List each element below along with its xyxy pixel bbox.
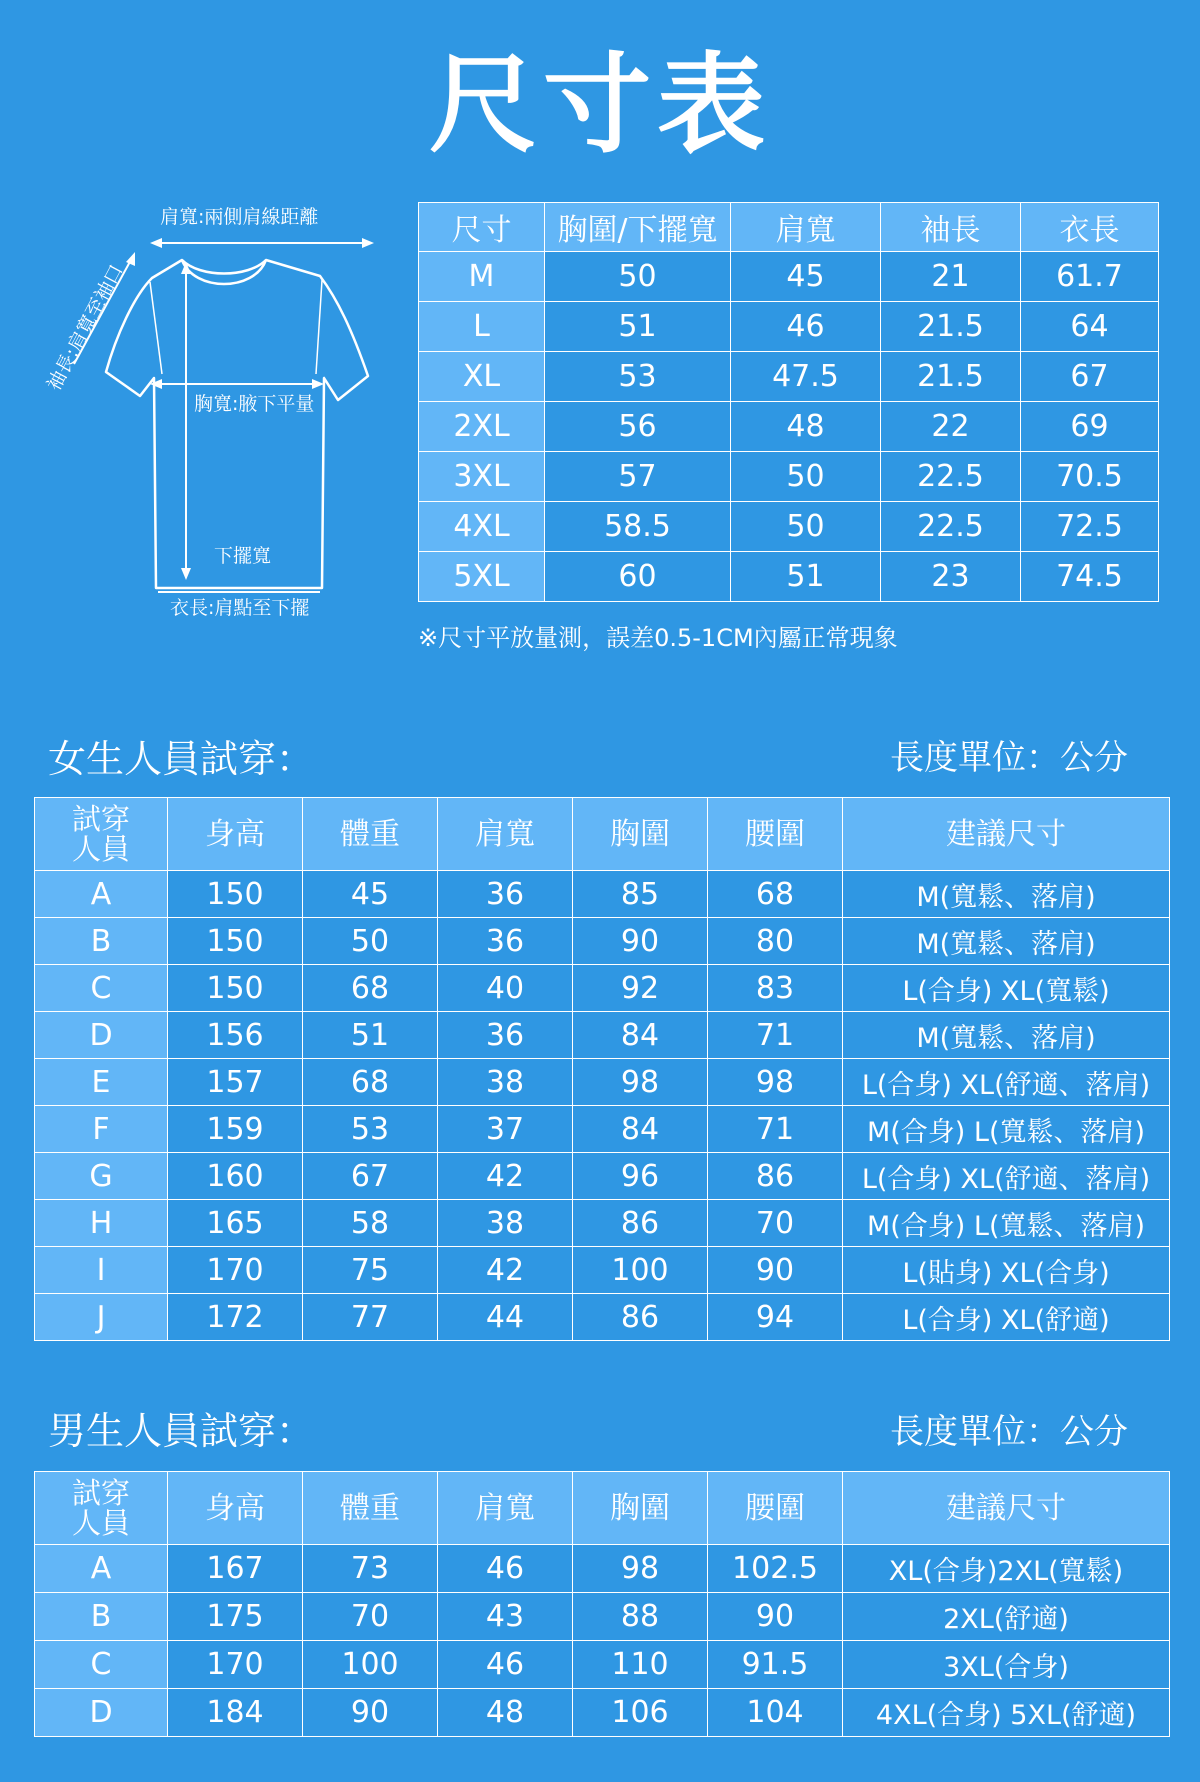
table-row [419,302,1159,352]
value-cell: 88 [573,1593,708,1641]
value-cell: 46 [438,1641,573,1689]
value-cell: 157 [168,1059,303,1106]
size-cell: 3XL [419,452,545,502]
hem-label: 下擺寬 [214,545,272,567]
tshirt-diagram [30,196,420,626]
size-table-header-row [419,203,1159,252]
men-header-row [35,1472,1170,1545]
value-cell: 68 [303,1059,438,1106]
value-cell: 74.5 [1021,552,1159,602]
size-cell: XL [419,352,545,402]
value-cell: 104 [708,1689,843,1737]
table-row [35,965,1170,1012]
value-cell: 45 [731,252,881,302]
suggested-size-cell: L(合身) XL(寬鬆) [843,965,1170,1012]
value-cell: 71 [708,1106,843,1153]
value-cell: 51 [303,1012,438,1059]
value-cell: 37 [438,1106,573,1153]
value-cell: 38 [438,1059,573,1106]
value-cell: 44 [438,1294,573,1341]
tester-cell: I [35,1247,168,1294]
header-waist: 腰圍 [708,1472,843,1545]
value-cell: 61.7 [1021,252,1159,302]
value-cell: 70 [708,1200,843,1247]
value-cell: 159 [168,1106,303,1153]
chest-label: 胸寬:腋下平量 [194,393,315,415]
value-cell: 84 [573,1012,708,1059]
header-tester: 試穿人員 [35,1472,168,1545]
table-row [35,1012,1170,1059]
header-chest-hem: 胸圍/下擺寬 [545,203,731,252]
tester-cell: C [35,965,168,1012]
table-row [419,552,1159,602]
tester-cell: C [35,1641,168,1689]
value-cell: 21.5 [881,302,1021,352]
value-cell: 53 [545,352,731,402]
value-cell: 102.5 [708,1545,843,1593]
tester-cell: B [35,1593,168,1641]
table-row [35,1294,1170,1341]
size-cell: 4XL [419,502,545,552]
value-cell: 84 [573,1106,708,1153]
value-cell: 22 [881,402,1021,452]
tester-cell: F [35,1106,168,1153]
suggested-size-cell: M(合身) L(寬鬆、落肩) [843,1106,1170,1153]
value-cell: 43 [438,1593,573,1641]
women-unit-label: 長度單位：公分 [890,738,1128,778]
value-cell: 21.5 [881,352,1021,402]
table-row [419,352,1159,402]
value-cell: 48 [731,402,881,452]
table-row [35,1153,1170,1200]
value-cell: 90 [708,1593,843,1641]
value-cell: 100 [573,1247,708,1294]
value-cell: 175 [168,1593,303,1641]
suggested-size-cell: M(合身) L(寬鬆、落肩) [843,1200,1170,1247]
value-cell: 86 [573,1294,708,1341]
tester-cell: G [35,1153,168,1200]
table-row [419,402,1159,452]
header-size: 尺寸 [419,203,545,252]
sleeve-label: 袖長:肩寬至袖口 [42,260,128,395]
value-cell: 86 [708,1153,843,1200]
value-cell: 67 [1021,352,1159,402]
header-length: 衣長 [1021,203,1159,252]
value-cell: 73 [303,1545,438,1593]
suggested-size-cell: XL(合身)2XL(寬鬆) [843,1545,1170,1593]
value-cell: 170 [168,1641,303,1689]
value-cell: 42 [438,1247,573,1294]
table-row [35,1200,1170,1247]
value-cell: 50 [303,918,438,965]
tester-cell: A [35,1545,168,1593]
value-cell: 71 [708,1012,843,1059]
length-label: 衣長:肩點至下擺 [170,597,310,619]
value-cell: 68 [708,871,843,918]
value-cell: 64 [1021,302,1159,352]
suggested-size-cell: 3XL(合身) [843,1641,1170,1689]
tester-cell: E [35,1059,168,1106]
value-cell: 56 [545,402,731,452]
header-height: 身高 [168,798,303,871]
value-cell: 160 [168,1153,303,1200]
value-cell: 51 [731,552,881,602]
table-row [35,1106,1170,1153]
header-weight: 體重 [303,798,438,871]
value-cell: 80 [708,918,843,965]
page-title: 尺寸表 [428,43,771,168]
header-tester: 試穿人員 [35,798,168,871]
value-cell: 45 [303,871,438,918]
table-row [35,871,1170,918]
value-cell: 98 [573,1059,708,1106]
value-cell: 156 [168,1012,303,1059]
value-cell: 167 [168,1545,303,1593]
value-cell: 70.5 [1021,452,1159,502]
value-cell: 46 [438,1545,573,1593]
suggested-size-cell: 4XL(合身) 5XL(舒適) [843,1689,1170,1737]
value-cell: 22.5 [881,502,1021,552]
table-row [419,452,1159,502]
value-cell: 50 [731,502,881,552]
women-fitting-table [34,797,1170,1341]
suggested-size-cell: M(寬鬆、落肩) [843,871,1170,918]
size-cell: M [419,252,545,302]
tester-cell: D [35,1689,168,1737]
value-cell: 172 [168,1294,303,1341]
header-chest: 胸圍 [573,1472,708,1545]
value-cell: 60 [545,552,731,602]
size-cell: 5XL [419,552,545,602]
header-suggested-size: 建議尺寸 [843,1472,1170,1545]
value-cell: 98 [708,1059,843,1106]
suggested-size-cell: L(合身) XL(舒適、落肩) [843,1059,1170,1106]
table-row [35,1641,1170,1689]
header-shoulder: 肩寬 [438,1472,573,1545]
women-header-row [35,798,1170,871]
men-unit-label: 長度單位：公分 [890,1412,1128,1452]
suggested-size-cell: M(寬鬆、落肩) [843,918,1170,965]
suggested-size-cell: M(寬鬆、落肩) [843,1012,1170,1059]
header-suggested-size: 建議尺寸 [843,798,1170,871]
value-cell: 46 [731,302,881,352]
size-cell: L [419,302,545,352]
tester-cell: D [35,1012,168,1059]
value-cell: 47.5 [731,352,881,402]
value-cell: 92 [573,965,708,1012]
value-cell: 150 [168,965,303,1012]
value-cell: 36 [438,1012,573,1059]
table-row [35,1593,1170,1641]
tester-cell: B [35,918,168,965]
header-height: 身高 [168,1472,303,1545]
value-cell: 90 [303,1689,438,1737]
men-section-title: 男生人員試穿： [48,1409,315,1453]
value-cell: 21 [881,252,1021,302]
value-cell: 22.5 [881,452,1021,502]
value-cell: 48 [438,1689,573,1737]
table-row [35,1059,1170,1106]
header-chest: 胸圍 [573,798,708,871]
value-cell: 170 [168,1247,303,1294]
value-cell: 150 [168,918,303,965]
table-row [419,502,1159,552]
value-cell: 184 [168,1689,303,1737]
header-waist: 腰圍 [708,798,843,871]
value-cell: 69 [1021,402,1159,452]
value-cell: 53 [303,1106,438,1153]
header-shoulder: 肩寬 [438,798,573,871]
value-cell: 98 [573,1545,708,1593]
value-cell: 50 [545,252,731,302]
suggested-size-cell: L(合身) XL(舒適) [843,1294,1170,1341]
header-weight: 體重 [303,1472,438,1545]
value-cell: 165 [168,1200,303,1247]
table-row [419,252,1159,302]
suggested-size-cell: L(合身) XL(舒適、落肩) [843,1153,1170,1200]
value-cell: 77 [303,1294,438,1341]
table-row [35,918,1170,965]
tester-cell: J [35,1294,168,1341]
value-cell: 72.5 [1021,502,1159,552]
tester-cell: A [35,871,168,918]
value-cell: 40 [438,965,573,1012]
header-sleeve: 袖長 [881,203,1021,252]
value-cell: 58.5 [545,502,731,552]
size-table [418,202,1159,602]
value-cell: 91.5 [708,1641,843,1689]
suggested-size-cell: 2XL(舒適) [843,1593,1170,1641]
women-section-title: 女生人員試穿： [48,737,315,781]
value-cell: 23 [881,552,1021,602]
measurement-note: ※尺寸平放量測，誤差0.5-1CM內屬正常現象 [418,624,898,652]
value-cell: 75 [303,1247,438,1294]
value-cell: 90 [708,1247,843,1294]
value-cell: 86 [573,1200,708,1247]
value-cell: 51 [545,302,731,352]
table-row [35,1689,1170,1737]
value-cell: 150 [168,871,303,918]
value-cell: 100 [303,1641,438,1689]
value-cell: 106 [573,1689,708,1737]
value-cell: 57 [545,452,731,502]
value-cell: 83 [708,965,843,1012]
header-shoulder: 肩寬 [731,203,881,252]
value-cell: 50 [731,452,881,502]
value-cell: 38 [438,1200,573,1247]
value-cell: 58 [303,1200,438,1247]
value-cell: 94 [708,1294,843,1341]
value-cell: 36 [438,918,573,965]
value-cell: 110 [573,1641,708,1689]
value-cell: 85 [573,871,708,918]
value-cell: 42 [438,1153,573,1200]
value-cell: 90 [573,918,708,965]
men-fitting-table [34,1471,1170,1737]
table-row [35,1247,1170,1294]
table-row [35,1545,1170,1593]
tester-cell: H [35,1200,168,1247]
value-cell: 68 [303,965,438,1012]
value-cell: 96 [573,1153,708,1200]
size-cell: 2XL [419,402,545,452]
value-cell: 36 [438,871,573,918]
value-cell: 70 [303,1593,438,1641]
shoulder-label: 肩寬:兩側肩線距離 [160,206,319,228]
suggested-size-cell: L(貼身) XL(合身) [843,1247,1170,1294]
value-cell: 67 [303,1153,438,1200]
